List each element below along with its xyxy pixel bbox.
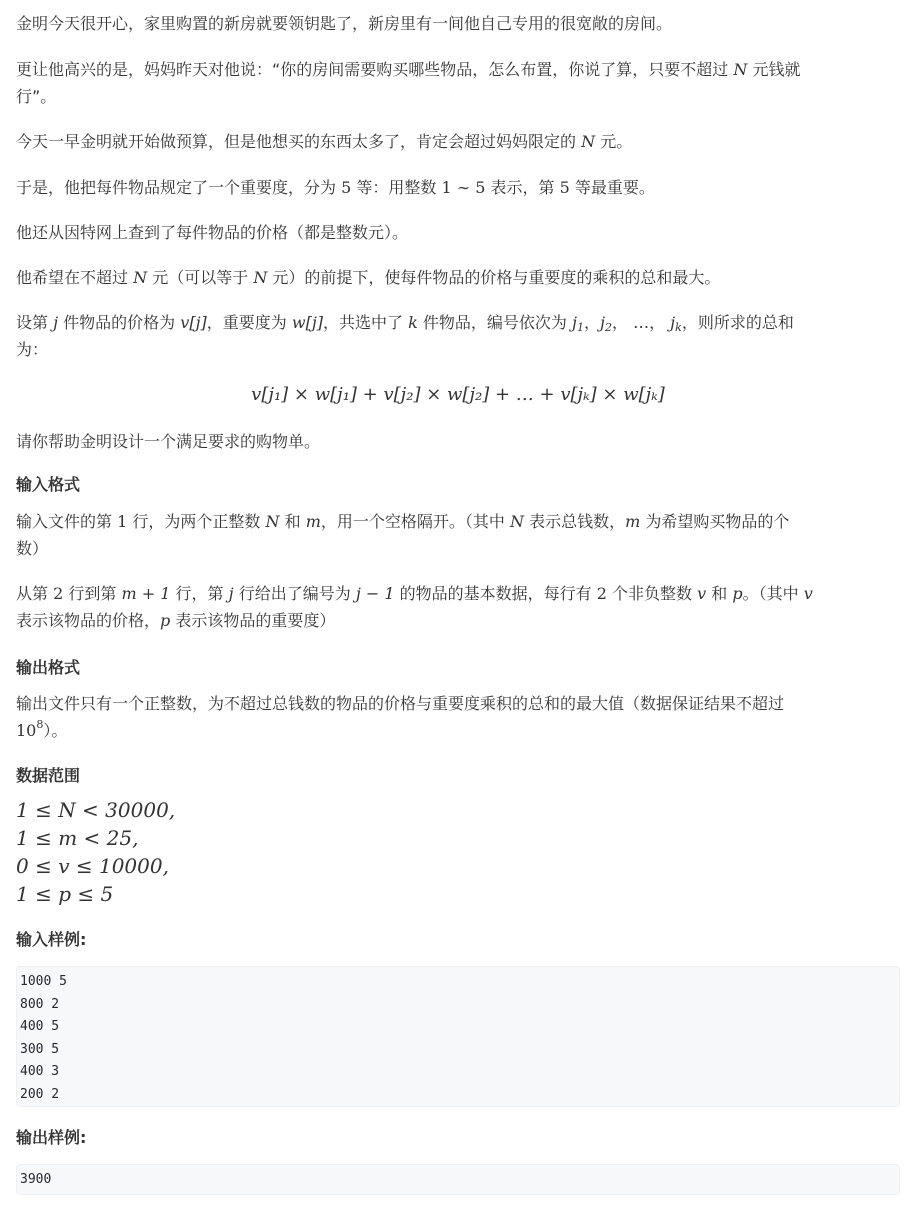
subscript: k bbox=[675, 321, 682, 334]
intro-paragraph-6 bbox=[16, 264, 720, 291]
intro-paragraph-3 bbox=[16, 128, 632, 155]
math-dots: … bbox=[633, 313, 650, 332]
text: 元（可以等于 bbox=[152, 268, 249, 287]
text: 表示该物品的价格， bbox=[16, 611, 161, 630]
math-var: j bbox=[53, 313, 59, 332]
math-var: m bbox=[625, 512, 641, 531]
text: 等最重要。 bbox=[574, 178, 655, 197]
text: 元）的前提下，使每件物品的价格与重要度的乘积的总和最大。 bbox=[272, 268, 721, 287]
input-format-heading: 输入格式 bbox=[16, 475, 81, 494]
text: 件物品，编号依次为 bbox=[422, 313, 567, 332]
text: 金明今天很开心，家里购置的新房就要领钥匙了，新房里有一间他自己专用的很宽敞的房间。 bbox=[16, 14, 673, 33]
text: 设第 bbox=[16, 313, 49, 332]
math-j2 bbox=[600, 313, 612, 332]
text: 为： bbox=[16, 340, 49, 359]
math-num: 1 bbox=[117, 512, 128, 531]
sample-output-code-block[interactable] bbox=[16, 1164, 900, 1195]
math-var: v bbox=[803, 584, 813, 603]
text: 等：用整数 bbox=[356, 178, 437, 197]
text: 更让他高兴的是，妈妈昨天对他说：“你的房间需要购买哪些物品，怎么布置，你说了算，只要不超过 bbox=[16, 60, 729, 79]
math-expr: m + 1 bbox=[121, 584, 171, 603]
text: 为希望购买物品的个 bbox=[645, 512, 790, 531]
text: 行，第 bbox=[175, 584, 224, 603]
math-var: j bbox=[670, 313, 676, 332]
text: 和 bbox=[284, 512, 301, 531]
text: ）。 bbox=[43, 721, 68, 740]
math-var: N bbox=[253, 268, 268, 287]
text: 行”。 bbox=[16, 87, 57, 106]
formula-text: v[j₁] × w[j₁] + v[j₂] × w[j₂] + … + v[jₖ] × w[jₖ] bbox=[251, 384, 665, 405]
math-var: m bbox=[305, 512, 321, 531]
text: 的物品的基本数据，每行有 bbox=[399, 584, 592, 603]
math-power bbox=[16, 718, 44, 740]
text: 和 bbox=[711, 584, 728, 603]
text: 行到第 bbox=[68, 584, 117, 603]
input-format-line-2 bbox=[16, 580, 906, 634]
text: 输出文件只有一个正整数，为不超过总钱数的物品的价格与重要度乘积的总和的最大值（数据保证结果不超过 bbox=[16, 694, 785, 713]
text: 从第 bbox=[16, 584, 49, 603]
math-jk bbox=[670, 313, 682, 332]
range-line: 0 ≤ v ≤ 10000, bbox=[16, 854, 169, 878]
text: ，用一个空格隔开。（其中 bbox=[320, 512, 505, 531]
text: 今天一早金明就开始做预算，但是他想买的东西太多了，肯定会超过妈妈限定的 bbox=[16, 132, 577, 151]
intro-paragraph-7: 设第 j 件物品的价格为 v[j]，重要度为 w[j]，共选中了 k 件物品，编号依次为 $j_1$，$j_2$， …， $j_k$，则所求的总和 为： bbox=[16, 313, 794, 359]
math-j1 bbox=[572, 313, 584, 332]
intro-paragraph-2 bbox=[16, 56, 896, 110]
text: ，重要度为 bbox=[206, 313, 287, 332]
text: 表示该物品的重要度） bbox=[175, 611, 336, 630]
sample-input-heading: 输入样例: bbox=[16, 930, 87, 949]
intro-paragraph-5 bbox=[16, 219, 408, 246]
math-var: p bbox=[732, 584, 743, 603]
data-range-list bbox=[16, 796, 175, 908]
objective-formula bbox=[16, 381, 900, 409]
subscript: 1 bbox=[577, 321, 584, 334]
math-var: k bbox=[408, 313, 418, 332]
math-num: 2 bbox=[596, 584, 607, 603]
intro-paragraph-1 bbox=[16, 10, 672, 37]
math-var: N bbox=[509, 512, 524, 531]
text: 元。 bbox=[600, 132, 633, 151]
code-line: 1000 5 bbox=[20, 974, 67, 989]
math-expr: j − 1 bbox=[355, 584, 395, 603]
range-line: 1 ≤ p ≤ 5 bbox=[16, 882, 114, 906]
math-var: N bbox=[265, 512, 280, 531]
data-range-heading: 数据范围 bbox=[16, 766, 81, 785]
text: 。（其中 bbox=[742, 584, 799, 603]
range-line: 1 ≤ N < 30000, bbox=[16, 798, 176, 822]
text: 行，为两个正整数 bbox=[132, 512, 261, 531]
code-line: 400 5 bbox=[20, 1019, 60, 1034]
input-format-line-1 bbox=[16, 508, 900, 562]
subscript: 2 bbox=[604, 321, 612, 334]
text: 他还从因特网上查到了每件物品的价格（都是整数元）。 bbox=[16, 223, 409, 242]
math-num: 2 bbox=[53, 584, 64, 603]
math-num: 5 bbox=[341, 178, 352, 197]
code-line: 400 3 bbox=[20, 1064, 60, 1079]
sample-input-code-block[interactable] bbox=[16, 966, 900, 1107]
output-format-line-1 bbox=[16, 690, 896, 744]
text: 表示，第 bbox=[490, 178, 555, 197]
superscript: 8 bbox=[36, 718, 44, 731]
intro-paragraph-4 bbox=[16, 174, 655, 201]
math-var: j bbox=[572, 313, 577, 332]
text: ，共选中了 bbox=[323, 313, 404, 332]
text: 于是，他把每件物品规定了一个重要度，分为 bbox=[16, 178, 337, 197]
math-var: j bbox=[228, 584, 234, 603]
code-line: 300 5 bbox=[20, 1041, 60, 1057]
intro-paragraph-8 bbox=[16, 428, 320, 455]
text: 表示总钱数， bbox=[529, 512, 626, 531]
text: 行给出了编号为 bbox=[238, 584, 351, 603]
math-var: v bbox=[697, 584, 707, 603]
text: 输入文件的第 bbox=[16, 512, 113, 531]
math-var: p bbox=[160, 611, 171, 630]
output-format-heading: 输出格式 bbox=[16, 658, 81, 677]
text: 数） bbox=[16, 539, 49, 558]
math-var: N bbox=[733, 60, 748, 79]
code-line: 3900 bbox=[20, 1172, 52, 1187]
code-line: 800 2 bbox=[20, 996, 60, 1012]
code-line: 200 2 bbox=[20, 1086, 60, 1102]
text: 元钱就 bbox=[752, 60, 801, 79]
text: ，则所求的总和 bbox=[681, 313, 794, 332]
text: 请你帮助金明设计一个满足要求的购物单。 bbox=[16, 432, 321, 451]
text: 他希望在不超过 bbox=[16, 268, 129, 287]
math-var: N bbox=[133, 268, 148, 287]
math-num: 5 bbox=[559, 178, 570, 197]
math-expr: w[j] bbox=[291, 313, 324, 332]
text: 件物品的价格为 bbox=[63, 313, 176, 332]
math-var: j bbox=[600, 313, 605, 332]
text: 个非负整数 bbox=[612, 584, 693, 603]
range-line: 1 ≤ m < 25, bbox=[16, 826, 139, 850]
math-expr: v[j] bbox=[180, 313, 207, 332]
sample-output-heading: 输出样例: bbox=[16, 1128, 87, 1147]
math-base: 10 bbox=[16, 721, 37, 740]
math-var: N bbox=[581, 132, 596, 151]
math-range: 1 ∼ 5 bbox=[441, 178, 486, 197]
